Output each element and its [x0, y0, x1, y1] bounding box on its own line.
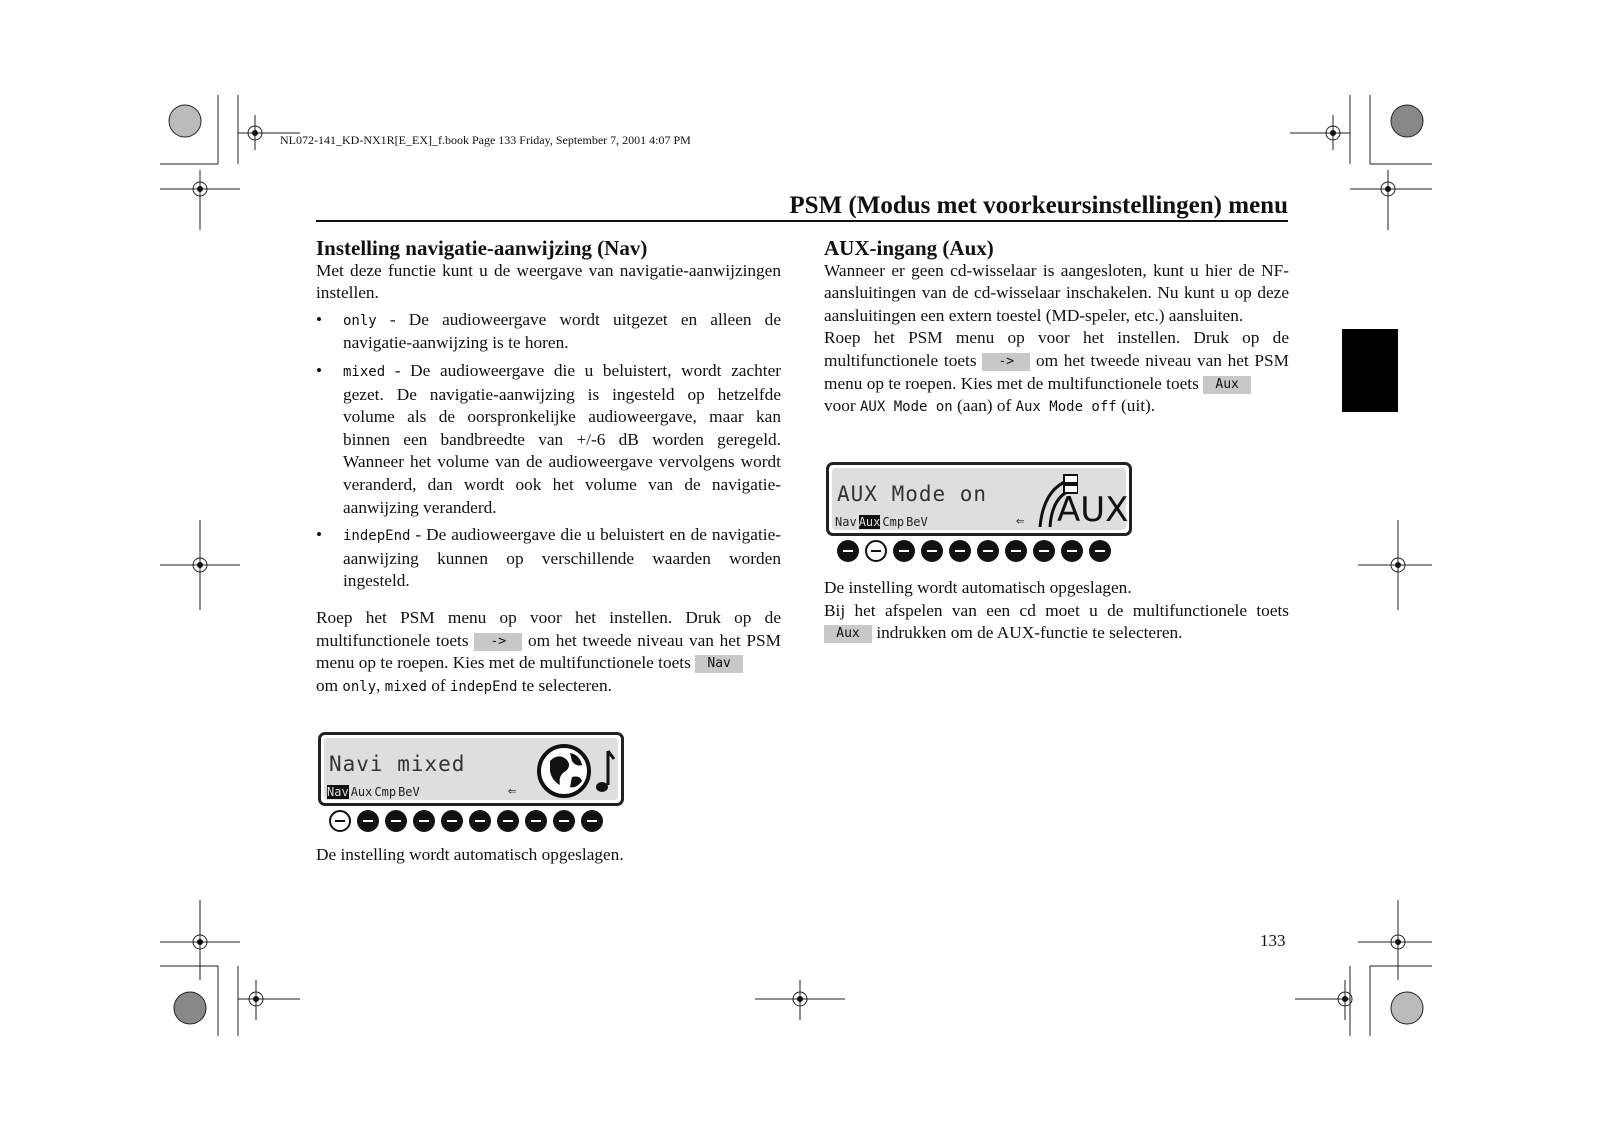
option-code: Aux Mode off — [1015, 399, 1117, 416]
nav-intro: Met deze functie kunt u de weergave van navigatie-aanwijzingen instellen. — [316, 260, 781, 303]
option-code: indepEnd — [449, 678, 518, 695]
nav-lcd-display — [318, 732, 624, 806]
lcd-menu — [835, 515, 930, 529]
book-header-line: NL072-141_KD-NX1R[E_EX]_f.book Page 133 Friday, September 7, 2001 4:07 PM — [280, 133, 691, 147]
aux-instructions — [824, 327, 1289, 418]
lcd-menu-aux: Aux — [858, 515, 881, 529]
option-description: - De audioweergave die u beluistert en de navigatie-aanwijzing kunnen op verschillende waarden worden ingesteld. — [343, 525, 781, 591]
instruction-text: om het tweede niveau van het PSM menu op te roepen. Kies met de multifunctionele toets — [316, 630, 781, 673]
list-item — [316, 524, 781, 593]
option-code: mixed — [384, 678, 427, 695]
aux-after-text — [824, 577, 1289, 645]
lcd-text: AUX Mode on — [837, 482, 988, 506]
multifunction-button[interactable] — [1089, 540, 1111, 562]
aux-key-label: Aux — [824, 625, 872, 643]
instruction-text: , — [376, 675, 385, 695]
multifunction-button[interactable] — [553, 810, 575, 832]
arrow-key-label: -> — [982, 353, 1030, 371]
aux-heading: AUX-ingang (Aux) — [824, 236, 994, 260]
instruction-text: of — [426, 675, 450, 695]
instruction-text: Roep het PSM menu op voor het instellen. Druk op de multifunctionele toets — [316, 607, 781, 650]
multifunction-button[interactable] — [357, 810, 379, 832]
back-arrow-icon: ⇐ — [508, 783, 517, 799]
instruction-text: Roep het PSM menu op voor het instellen. Druk op de multifunctionele toets — [824, 328, 1289, 370]
multifunction-button[interactable] — [413, 810, 435, 832]
page-title: PSM (Modus met voorkeursinstellingen) menu — [789, 192, 1288, 219]
option-code: only — [343, 312, 377, 329]
multifunction-button[interactable] — [949, 540, 971, 562]
list-item — [316, 360, 781, 519]
bullet-icon: • — [316, 360, 323, 380]
multifunction-button[interactable] — [1005, 540, 1027, 562]
lcd-menu-cmp: Cmp — [882, 515, 905, 529]
lcd-menu-bev: BeV — [906, 515, 928, 529]
lcd-menu-nav: Nav — [835, 515, 857, 529]
multifunction-button[interactable] — [469, 810, 491, 832]
aux-logo-text: AUX — [1057, 490, 1129, 530]
nav-key-label: Nav — [695, 655, 743, 673]
option-code: AUX Mode on — [860, 399, 953, 416]
multifunction-button[interactable] — [865, 540, 887, 562]
multifunction-button[interactable] — [837, 540, 859, 562]
title-divider — [316, 220, 1288, 222]
instruction-text: om het tweede niveau van het PSM menu op te roepen. Kies met de multifunctionele toets — [824, 350, 1289, 393]
nav-heading: Instelling navigatie-aanwijzing (Nav) — [316, 236, 648, 260]
multifunction-button[interactable] — [385, 810, 407, 832]
aux-button-row — [837, 540, 1111, 562]
option-description: - De audioweergave die u beluistert, wordt zachter gezet. De navigatie-aanwijzing is ingesteld op hetzelfde volume als de oorspronkelijke audioweergave, maar kan binnen een bandbreedte van +/-6 dB worden geregeld. Wanneer het volume van de audioweergave vervolgens wordt veranderd, dan wordt ook het volume van de navigatie-aanwijzing veranderd. — [343, 360, 781, 517]
option-code: indepEnd — [343, 528, 411, 545]
arrow-key-label: -> — [474, 633, 522, 651]
section-tab-marker — [1342, 329, 1398, 412]
globe-music-icon — [536, 741, 616, 801]
nav-button-row — [329, 810, 603, 832]
aux-lcd-display — [826, 462, 1132, 536]
lcd-menu-aux: Aux — [350, 785, 373, 799]
multifunction-button[interactable] — [525, 810, 547, 832]
instruction-text: indrukken om de AUX-functie te selecteren. — [872, 623, 1183, 643]
multifunction-button[interactable] — [977, 540, 999, 562]
multifunction-button[interactable] — [497, 810, 519, 832]
instruction-text: (aan) of — [952, 396, 1016, 416]
bullet-icon: • — [316, 309, 323, 329]
page-number: 133 — [1260, 931, 1286, 950]
nav-instructions — [316, 607, 781, 698]
multifunction-button[interactable] — [893, 540, 915, 562]
multifunction-button[interactable] — [1061, 540, 1083, 562]
aux-key-label: Aux — [1203, 376, 1251, 394]
list-item — [316, 309, 781, 355]
multifunction-button[interactable] — [329, 810, 351, 832]
multifunction-button[interactable] — [1033, 540, 1055, 562]
lcd-text: Navi mixed — [329, 752, 466, 776]
instruction-text: om — [316, 675, 343, 695]
option-code: mixed — [343, 363, 386, 380]
aux-intro: Wanneer er geen cd-wisselaar is aangesloten, kunt u hier de NF-aansluitingen van de cd-wisselaar inschakelen. Nu kunt u op deze aansluitingen een extern toestel (MD-speler, etc.) aansluiten. — [824, 260, 1289, 325]
lcd-menu-nav: Nav — [327, 785, 349, 799]
lcd-menu-cmp: Cmp — [374, 785, 397, 799]
nav-options-list — [316, 309, 781, 593]
lcd-menu-bev: BeV — [398, 785, 420, 799]
multifunction-button[interactable] — [581, 810, 603, 832]
aux-saved-note: De instelling wordt automatisch opgeslagen. — [824, 578, 1132, 597]
option-code: only — [342, 678, 377, 695]
left-column — [316, 237, 781, 698]
aux-cd-note — [824, 600, 1289, 645]
back-arrow-icon: ⇐ — [1016, 513, 1025, 529]
lcd-menu — [327, 785, 422, 799]
multifunction-button[interactable] — [441, 810, 463, 832]
instruction-text: te selecteren. — [517, 675, 612, 695]
instruction-text: voor — [824, 396, 860, 416]
option-description: - De audioweergave wordt uitgezet en alleen de navigatie-aanwijzing is te horen. — [343, 309, 781, 353]
multifunction-button[interactable] — [921, 540, 943, 562]
instruction-text: Bij het afspelen van een cd moet u de multifunctionele toets — [824, 600, 1289, 620]
instruction-text: (uit). — [1116, 396, 1156, 416]
nav-saved-note: De instelling wordt automatisch opgeslagen. — [316, 845, 624, 864]
right-column — [824, 237, 1289, 419]
bullet-icon: • — [316, 525, 323, 545]
